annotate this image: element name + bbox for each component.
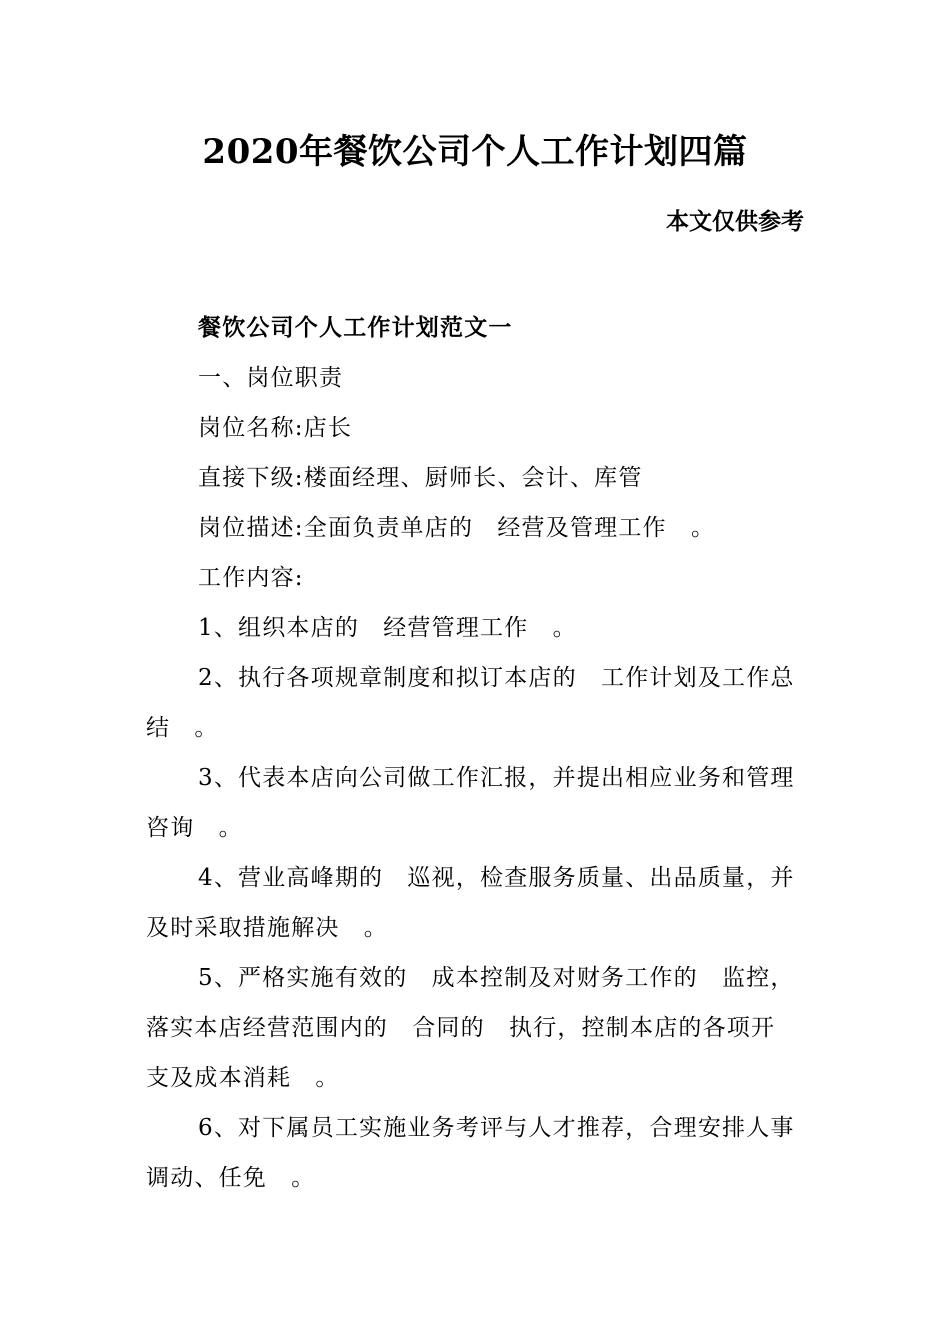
section-heading: 餐饮公司个人工作计划范文一 — [198, 314, 513, 341]
paragraph: 5、严格实施有效的 成本控制及对财务工作的 监控，落实本店经营范围内的 合同的 执行，控制本店的各项开支及成本消耗 。 — [146, 965, 795, 1091]
paragraph: 4、营业高峰期的 巡视，检查服务质量、出品质量，并及时采取措施解决 。 — [146, 865, 795, 941]
document-body — [146, 303, 796, 1203]
paragraph: 岗位名称:店长 — [198, 415, 353, 441]
paragraph: 3、代表本店向公司做工作汇报，并提出相应业务和管理咨询 。 — [146, 765, 795, 841]
paragraph: 一、岗位职责 — [198, 365, 344, 391]
paragraph: 直接下级:楼面经理、厨师长、会计、库管 — [198, 465, 643, 491]
reference-note: 本文仅供参考 — [666, 208, 804, 235]
paragraph: 6、对下属员工实施业务考评与人才推荐，合理安排人事调动、任免 。 — [146, 1115, 795, 1191]
paragraph: 1、组织本店的 经营管理工作 。 — [198, 615, 577, 641]
paragraph: 工作内容: — [198, 565, 304, 591]
document-title: 2020年餐饮公司个人工作计划四篇 — [202, 132, 748, 172]
paragraph: 2、执行各项规章制度和拟订本店的 工作计划及工作总结 。 — [146, 665, 795, 741]
paragraph: 岗位描述:全面负责单店的 经营及管理工作 。 — [198, 515, 716, 541]
